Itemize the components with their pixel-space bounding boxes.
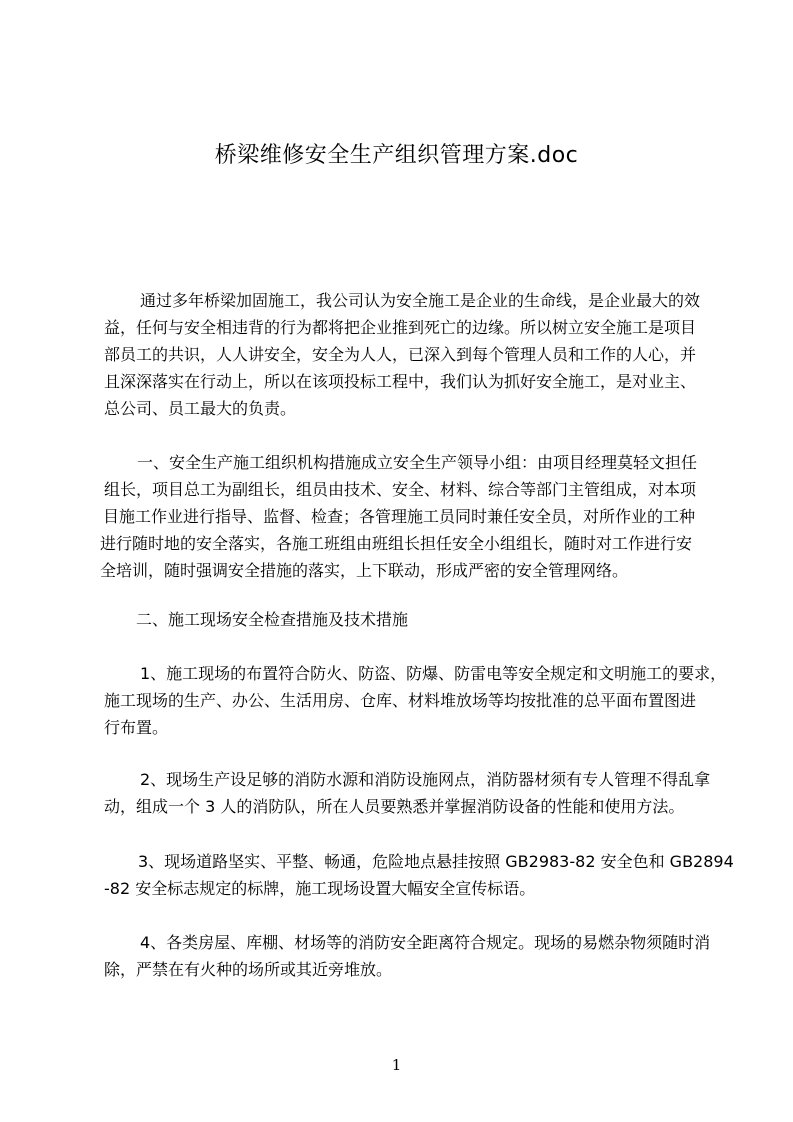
page-number: 1 (391, 1056, 402, 1074)
paragraph-line: 3、现场道路坚实、平整、畅通，危险地点悬挂按照 GB2983-82 安全色和 GB2894 (138, 852, 734, 871)
paragraph-line: 除，严禁在有火种的场所或其近旁堆放。 (104, 960, 393, 979)
paragraph-line: 1、施工现场的布置符合防火、防盗、防爆、防雷电等安全规定和文明施工的要求， (140, 664, 727, 683)
paragraph-line: 2、现场生产设足够的消防水源和消防设施网点，消防器材须有专人管理不得乱拿 (140, 770, 711, 789)
paragraph-line: 一、安全生产施工组织机构措施成立安全生产领导小组：由项目经理莫轻文担任 (137, 453, 698, 472)
paragraph-line: 行布置。 (104, 718, 169, 737)
paragraph-line: -82 安全标志规定的标牌，施工现场设置大幅安全宣传标语。 (104, 879, 536, 898)
paragraph-item-3 (104, 848, 734, 902)
paragraph-item-2 (104, 766, 710, 820)
paragraph-line: 全培训，随时强调安全措施的落实，上下联动，形成严密的安全管理网络。 (100, 561, 629, 580)
paragraph-line: 目施工作业进行指导、监督、检查；各管理施工员同时兼任安全员，对所作业的工种 (103, 507, 696, 526)
paragraph-line: 动，组成一个 3 人的消防队，所在人员要熟悉并掌握消防设备的性能和使用方法。 (104, 797, 685, 816)
paragraph-intro (104, 287, 700, 422)
paragraph-line: 进行随时地的安全落实，各施工班组由班组长担任安全小组组长，随时对工作进行安 (100, 534, 693, 553)
paragraph-section-two-heading (136, 606, 408, 633)
paragraph-line: 4、各类房屋、库棚、材场等的消防安全距离符合规定。现场的易燃杂物须随时消 (140, 933, 711, 952)
paragraph-line: 二、施工现场安全检查措施及技术措施 (136, 610, 409, 629)
document-title: 桥梁维修安全生产组织管理方案.doc (214, 143, 579, 168)
paragraph-line: 且深深落实在行动上，所以在该项投标工程中，我们认为抓好安全施工，是对业主、 (104, 372, 697, 391)
paragraph-line: 总公司、员工最大的负责。 (104, 399, 297, 418)
paragraph-line: 施工现场的生产、办公、生活用房、仓库、材料堆放场等均按批准的总平面布置图进 (104, 691, 697, 710)
paragraph-item-4 (104, 929, 710, 983)
paragraph-line: 通过多年桥梁加固施工，我公司认为安全施工是企业的生命线，是企业最大的效 (140, 291, 701, 310)
paragraph-section-one (100, 449, 697, 584)
paragraph-line: 部员工的共识，人人讲安全，安全为人人，已深入到每个管理人员和工作的人心，并 (104, 345, 697, 364)
paragraph-line: 益，任何与安全相违背的行为都将把企业推到死亡的边缘。所以树立安全施工是项目 (104, 318, 697, 337)
paragraph-line: 组长，项目总工为副组长，组员由技术、安全、材料、综合等部门主管组成，对本项 (104, 480, 697, 499)
paragraph-item-1 (104, 660, 726, 741)
